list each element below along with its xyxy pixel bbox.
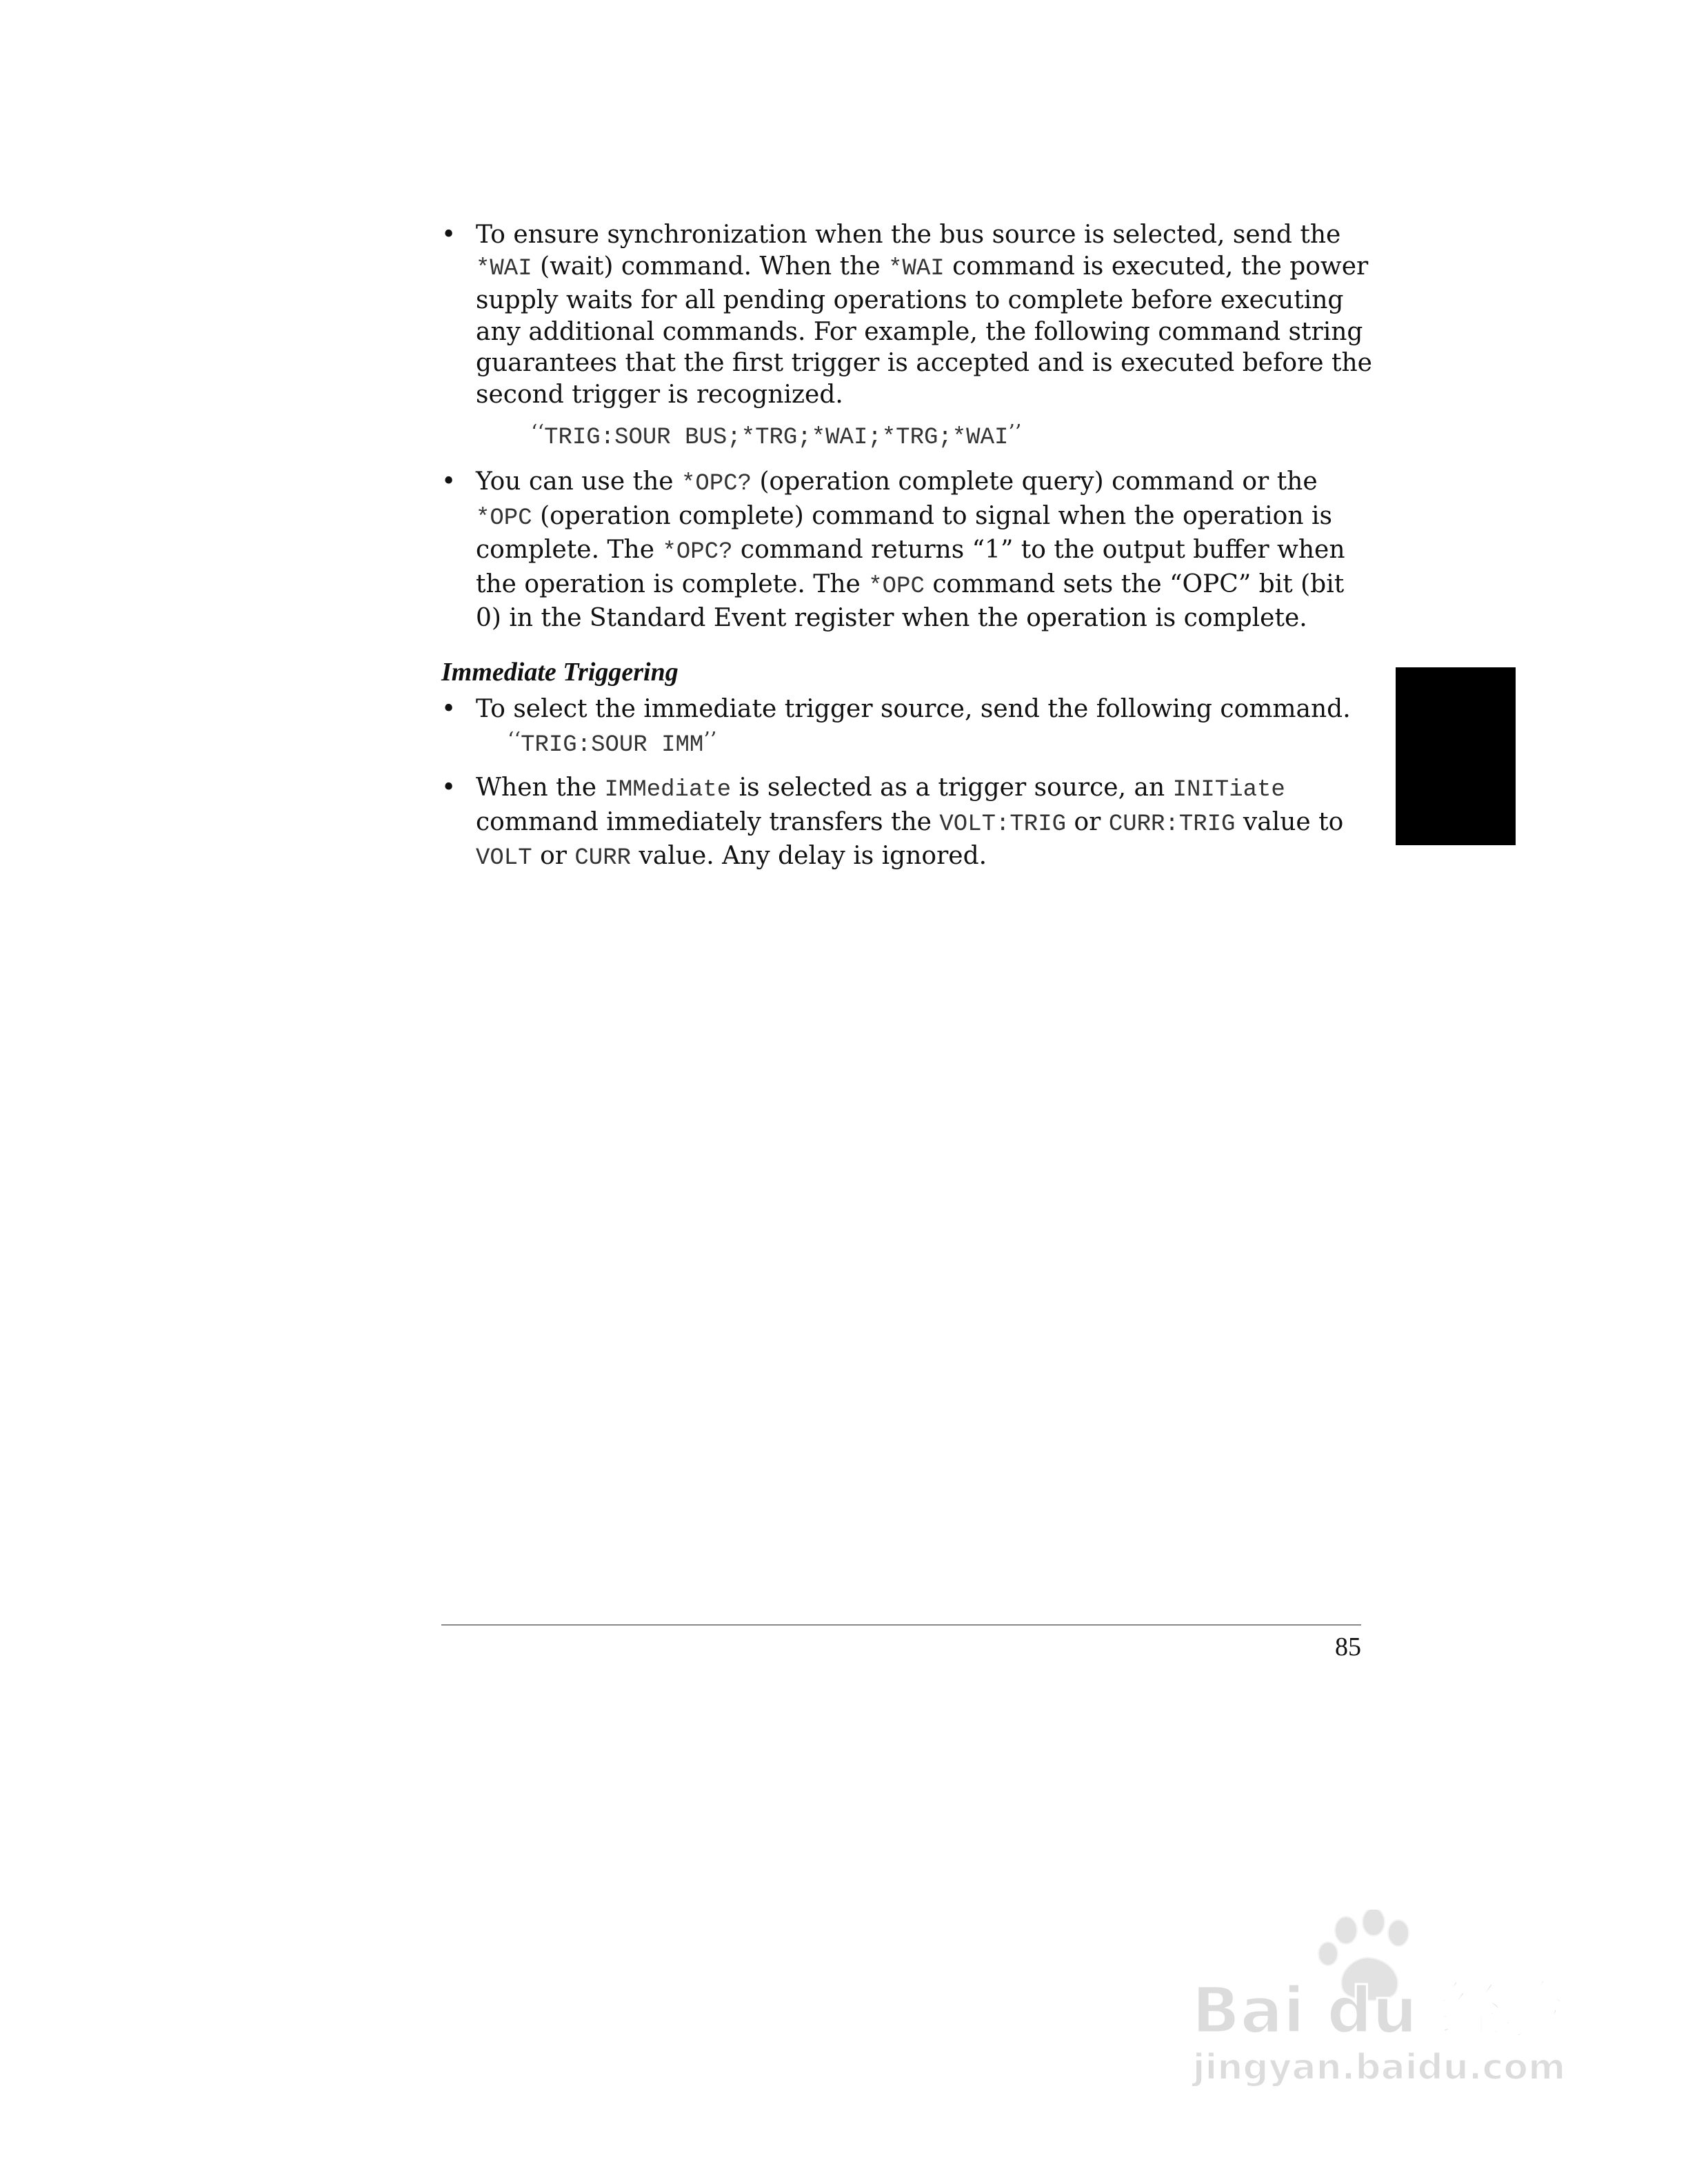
code-example-imm: ‘‘TRIG:SOUR IMM’’ [508, 728, 717, 758]
bullet-immediate-transfer: • When the IMMediate is selected as a trigger source, an INITiate command immediately transfers the VOLT:TRIG or CURR:TRIG value to VOLT or CURR value. Any delay is ignored. [441, 774, 1344, 871]
bullet-dot: • [441, 221, 456, 249]
bullet-opc: • You can use the *OPC? (operation complete query) command or the *OPC (operation complete) command to signal when the operation is complete. The *OPC? command returns “1” to the output buffer when the operation is complete. The *OPC command sets the “OPC” bit (bit 0) in the Standard Event register when the operation is complete. [441, 467, 1345, 632]
bullet-wai-sync: • To ensure synchronization when the bus source is selected, send the *WAI (wait) command. When the *WAI command is executed, the power supply waits for all pending operations to complete before executing any additional commands. For example, the following command string guarantees that the first trigger is accepted and is executed before the second trigger is recognized. [441, 221, 1372, 409]
bullet-dot: • [441, 774, 456, 802]
bullet-dot: • [441, 694, 456, 723]
watermark-brand: Bai du 经验 [1192, 1974, 1567, 2048]
footer-rule [441, 1624, 1361, 1626]
baidu-watermark [1186, 1910, 1572, 2089]
watermark-url: jingyan.baidu.com [1192, 2047, 1566, 2088]
bullet-dot: • [441, 467, 456, 496]
chapter-thumb-tab [1396, 667, 1516, 845]
page-number: 85 [1335, 1632, 1361, 1661]
code-example-bus: ‘‘TRIG:SOUR BUS;*TRG;*WAI;*TRG;*WAI’’ [531, 421, 1022, 451]
page-content [441, 219, 1372, 875]
bullet-select-immediate: • To select the immediate trigger source, send the following command. [441, 694, 1372, 725]
section-heading-immediate: Immediate Triggering [441, 657, 679, 687]
